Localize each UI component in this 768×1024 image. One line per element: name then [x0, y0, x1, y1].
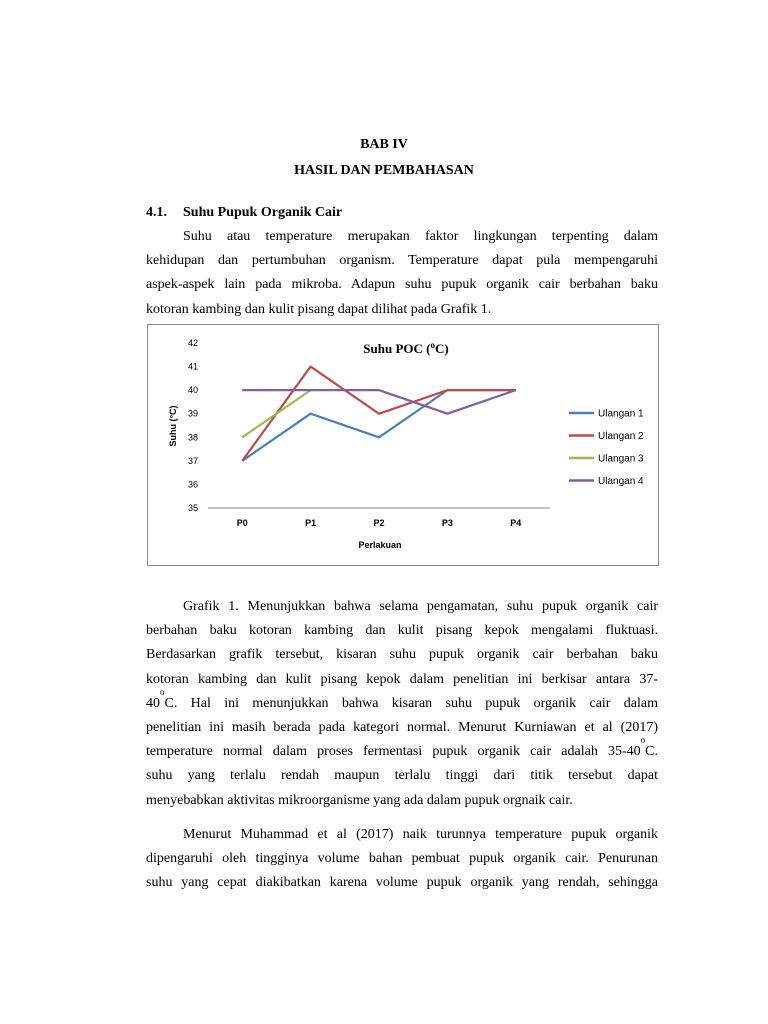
x-tick-label: P4 [510, 518, 522, 528]
text-line: kotoran kambing dan kulit pisang dapat dilihat pada Grafik 1. [146, 301, 492, 317]
legend-label: Ulangan 4 [598, 476, 644, 487]
y-tick-label: 42 [187, 338, 198, 348]
y-axis-label: Suhu (°C) [168, 405, 178, 447]
x-tick-label: P2 [373, 518, 385, 528]
text-run: temperature normal dalam proses fermentasi pupuk organik cair adalah 35-40 [146, 744, 641, 760]
x-axis-label: Perlakuan [358, 540, 402, 550]
x-tick-label: P3 [441, 518, 453, 528]
chart-title: Suhu POC ($^o$C) [363, 340, 449, 356]
section-heading [146, 205, 342, 221]
text-line: aspek-aspek lain pada mikroba. Adapun suhu pupuk organik cair berbahan baku [146, 277, 658, 293]
text-line: Grafik 1. Menunjukkan bahwa selama pengamatan, suhu pupuk organik cair [183, 599, 658, 614]
series-line-ulangan-3 [242, 390, 310, 437]
text-line: suhu yang cepat diakibatkan karena volume pupuk organik yang rendah, sehingga [146, 875, 658, 891]
text-line: Menurut Muhammad et al (2017) naik turunnya temperature pupuk organik [183, 827, 658, 842]
x-tick-label: P0 [236, 518, 248, 528]
intro-paragraph [146, 225, 658, 322]
text-line: dipengaruhi oleh tingginya volume bahan pembuat pupuk organik cair. Penurunan [146, 851, 658, 867]
chapter-number: BAB IV [360, 137, 408, 152]
discussion-paragraph-1 [146, 595, 658, 813]
y-tick-label: 39 [187, 408, 198, 419]
legend-label: Ulangan 2 [598, 431, 644, 442]
y-tick-label: 41 [187, 361, 198, 372]
section-title: Suhu Pupuk Organik Cair [183, 205, 343, 220]
text-run: C. [645, 744, 658, 760]
degree-superscript: o [640, 735, 646, 746]
degree-superscript: o [160, 686, 165, 697]
text-line: Berdasarkan grafik tersebut, kisaran suhu pupuk organik cair berbahan baku [146, 647, 658, 663]
y-tick-label: 40 [187, 385, 198, 396]
x-tick-label: P1 [305, 518, 317, 528]
text-line: kehidupan dan pertumbuhan organism. Temperature dapat pula mempengaruhi [146, 253, 658, 269]
y-tick-label: 38 [187, 432, 198, 443]
series-line-ulangan-1 [242, 390, 516, 461]
text-line: berbahan baku kotoran kambing dan kulit pisang kepok mengalami fluktuasi. [146, 623, 658, 639]
legend-label: Ulangan 1 [598, 408, 644, 420]
text-line [146, 735, 658, 764]
text-run: C. Hal ini menunjukkan bahwa kisaran suhu pupuk organik cair dalam [164, 695, 658, 711]
text-line: kotoran kambing dan kulit pisang kepok dalam penelitian ini berkisar antara 37- [146, 671, 658, 687]
text-line: suhu yang terlalu rendah maupun terlalu tinggi dari titik tersebut dapat [146, 768, 658, 784]
legend-label: Ulangan 3 [598, 453, 644, 465]
temperature-chart [147, 324, 659, 566]
y-tick-label: 35 [187, 503, 198, 513]
text-line [146, 686, 658, 716]
discussion-paragraph-2 [146, 823, 658, 896]
y-tick-label: 37 [187, 455, 198, 466]
series-line-ulangan-2 [242, 367, 516, 461]
y-tick-label: 36 [187, 479, 198, 490]
text-run: 40 [146, 695, 160, 711]
text-line: penelitian ini masih berada pada kategori normal. Menurut Kurniawan et al (2017) [146, 719, 658, 735]
text-line: Suhu atau temperature merupakan faktor lingkungan terpenting dalam [183, 229, 658, 244]
chart-canvas [148, 325, 658, 565]
chapter-title: HASIL DAN PEMBAHASAN [294, 163, 474, 178]
text-line: menyebabkan aktivitas mikroorganisme yang ada dalam pupuk orgnaik cair. [146, 792, 573, 808]
section-number: 4.1. [146, 205, 167, 220]
